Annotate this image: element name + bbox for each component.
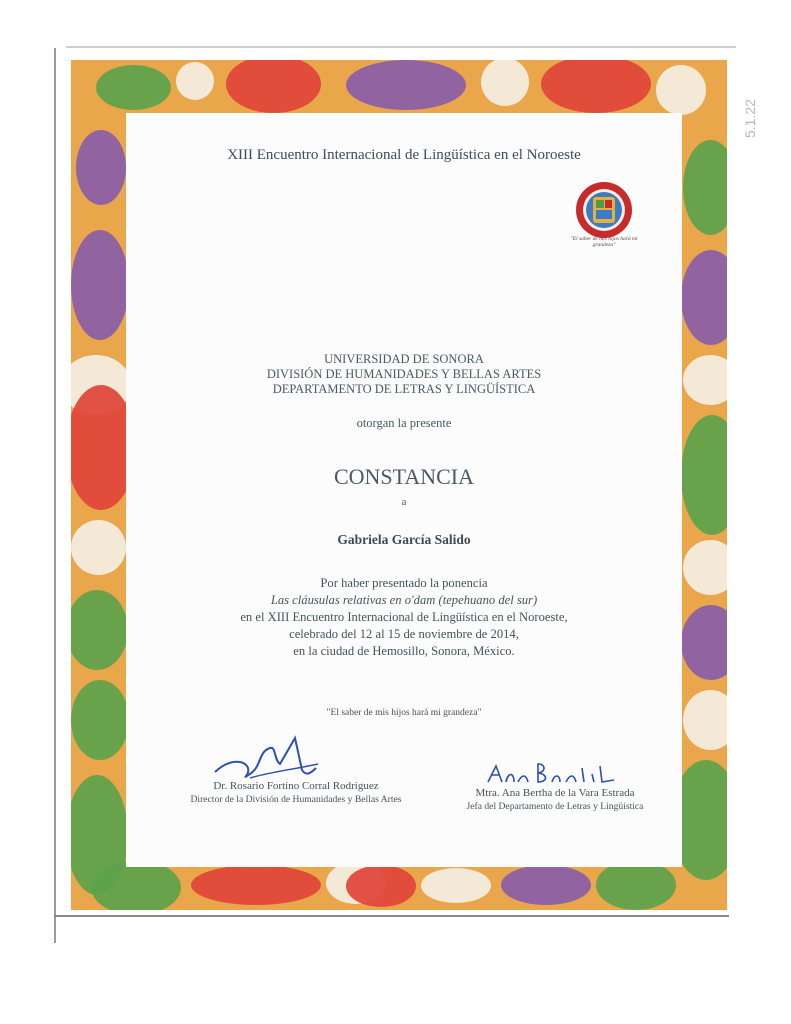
border-leaf <box>421 868 491 903</box>
border-leaf <box>346 865 416 907</box>
border-leaf <box>683 540 727 595</box>
border-leaf <box>681 250 727 345</box>
body-line: en el XIII Encuentro Internacional de Lingüística en el Noroeste, <box>240 610 568 624</box>
signatory-right <box>416 786 694 814</box>
page-edge-left <box>54 48 56 943</box>
institution-block <box>126 352 682 397</box>
handwritten-margin-note: 5.1.22 <box>742 99 758 138</box>
recipient-name: Gabriela García Salido <box>337 532 471 547</box>
border-leaf <box>481 60 529 106</box>
certificate-body <box>126 575 682 660</box>
seal-motto: "El saber de mis hijos hará mi grandeza" <box>570 236 638 248</box>
paper-title: Las cláusulas relativas en o'dam (tepehuano del sur) <box>270 593 538 607</box>
signature-right <box>486 760 616 788</box>
signatory-role: Jefa del Departamento de Letras y Lingüística <box>466 801 644 812</box>
border-leaf <box>71 230 129 340</box>
border-leaf <box>71 680 129 760</box>
institution-line: DIVISIÓN DE HUMANIDADES Y BELLAS ARTES <box>266 367 542 381</box>
body-line: celebrado del 12 al 15 de noviembre de 2014, <box>289 627 519 641</box>
border-leaf <box>541 60 651 113</box>
border-leaf <box>596 860 676 910</box>
body-line: Por haber presentado la ponencia <box>320 576 488 590</box>
signatory-name: Dr. Rosario Fortino Corral Rodríguez <box>213 780 379 792</box>
border-leaf <box>683 140 727 235</box>
grant-text: otorgan la presente <box>356 416 452 430</box>
institution-line: UNIVERSIDAD DE SONORA <box>324 352 484 366</box>
event-title: XIII Encuentro Internacional de Lingüística en el Noroeste <box>227 147 581 163</box>
university-seal-icon <box>574 180 634 240</box>
university-motto: "El saber de mis hijos hará mi grandeza" <box>326 708 482 718</box>
border-leaf <box>681 415 727 535</box>
border-leaf <box>191 865 321 905</box>
preposition: a <box>401 496 407 508</box>
border-leaf <box>76 130 126 205</box>
border-leaf <box>226 60 321 113</box>
body-line: en la ciudad de Hemosillo, Sonora, México. <box>293 644 515 658</box>
institution-line: DEPARTAMENTO DE LETRAS Y LINGÜÍSTICA <box>272 382 536 396</box>
signatory-name: Mtra. Ana Bertha de la Vara Estrada <box>475 787 635 799</box>
signatory-left <box>126 779 466 807</box>
border-leaf <box>346 60 466 110</box>
border-leaf <box>656 65 706 115</box>
document-title: CONSTANCIA <box>333 464 475 489</box>
border-leaf <box>91 860 181 910</box>
page-edge-bottom <box>54 915 729 917</box>
border-leaf <box>176 62 214 100</box>
border-leaf <box>501 865 591 905</box>
border-leaf <box>71 520 126 575</box>
signatory-role: Director de la División de Humanidades y Bellas Artes <box>190 794 402 805</box>
border-leaf <box>681 605 727 680</box>
border-leaf <box>683 690 727 750</box>
page-edge-top <box>66 46 736 48</box>
border-leaf <box>96 65 171 110</box>
border-leaf <box>683 355 727 405</box>
border-leaf <box>71 590 128 670</box>
